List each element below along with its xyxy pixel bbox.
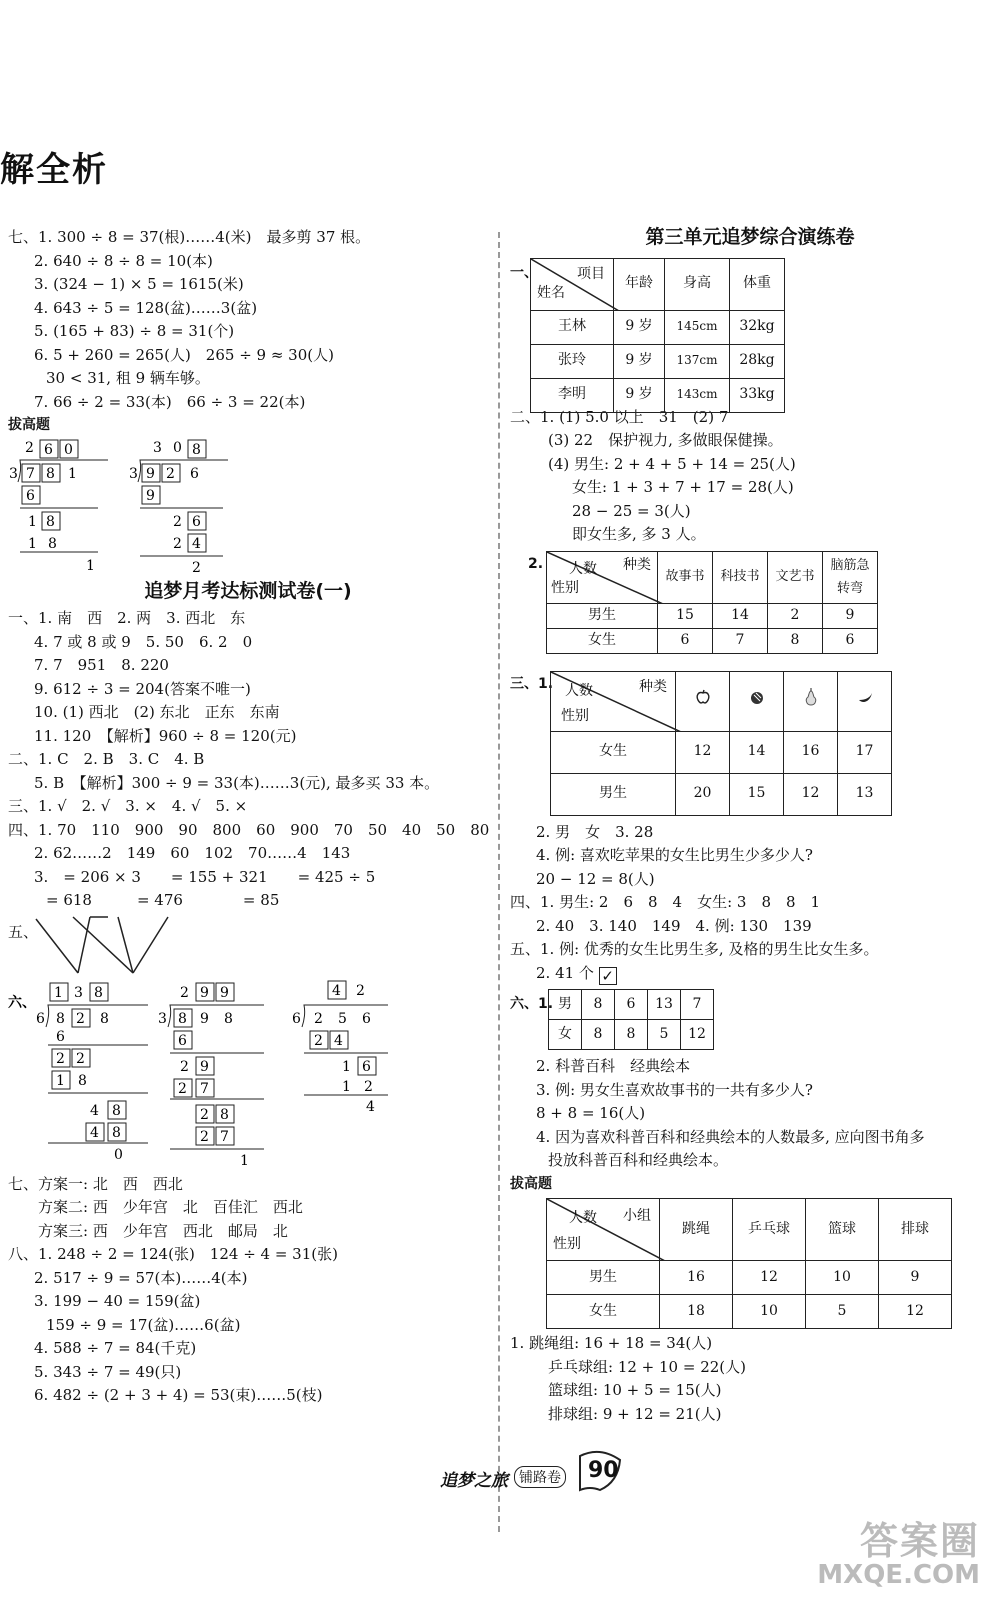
table-cell: 12 bbox=[733, 1261, 806, 1295]
table-cell: 6 bbox=[823, 628, 878, 653]
column-header: 脑筋急转弯 bbox=[823, 551, 878, 603]
svg-text:2: 2 bbox=[364, 1078, 373, 1095]
pear-icon bbox=[784, 671, 838, 731]
answer-line: (3) 22 保护视力, 多做眼保健操。 bbox=[548, 431, 783, 449]
svg-text:8: 8 bbox=[100, 1010, 109, 1027]
answer-line: 5. (165 + 83) ÷ 8 = 31(个) bbox=[34, 322, 235, 340]
svg-text:4: 4 bbox=[90, 1124, 99, 1141]
svg-text:7: 7 bbox=[26, 465, 35, 482]
table-cell: 女 bbox=[549, 1020, 582, 1050]
table-cell: 16 bbox=[660, 1261, 733, 1295]
svg-text:2: 2 bbox=[166, 465, 175, 482]
svg-text:6: 6 bbox=[178, 1032, 187, 1049]
column-divider bbox=[498, 232, 500, 1532]
header-label: 项目 bbox=[577, 265, 605, 282]
answer-line: 7. 7 951 8. 220 bbox=[34, 656, 169, 674]
diagonal-header-cell bbox=[547, 1199, 660, 1261]
header-label: 人数 bbox=[569, 1210, 597, 1226]
svg-text:4: 4 bbox=[334, 1032, 343, 1049]
section-label: 2. bbox=[528, 555, 544, 572]
section-label: 六、1. bbox=[510, 996, 554, 1012]
answer-line: 4. 7 或 8 或 9 5. 50 6. 2 0 bbox=[34, 632, 253, 651]
column-header: 体重 bbox=[730, 258, 785, 310]
table-cell: 7 bbox=[681, 990, 714, 1020]
svg-text:3: 3 bbox=[153, 439, 162, 456]
table-2 bbox=[546, 551, 878, 654]
table-cell: 17 bbox=[838, 731, 892, 773]
table-cell: 143cm bbox=[665, 378, 730, 412]
table-cell: 32kg bbox=[730, 310, 785, 344]
svg-text:8: 8 bbox=[48, 535, 57, 552]
column-header: 跳绳 bbox=[660, 1199, 733, 1261]
answer-line: 方案二: 西 少年宫 北 百佳汇 西北 bbox=[38, 1198, 303, 1216]
diagonal-header-cell bbox=[551, 671, 676, 731]
header-label: 种类 bbox=[623, 556, 651, 573]
answer-line: 2. 517 ÷ 9 = 57(本)……4(本) bbox=[34, 1268, 248, 1287]
column-header: 篮球 bbox=[806, 1199, 879, 1261]
left-column bbox=[8, 226, 488, 1408]
table-cell: 15 bbox=[658, 603, 713, 628]
answer-line: 3. = 206 × 3 = 155 + 321 = 425 ÷ 5 bbox=[34, 867, 376, 886]
svg-text:8: 8 bbox=[56, 1010, 65, 1027]
svg-text:2: 2 bbox=[178, 1080, 187, 1097]
answer-line: 4. 例: 喜欢吃苹果的女生比男生少多少人? bbox=[536, 846, 813, 864]
answer-line: 6. 5 + 260 = 265(人) 265 ÷ 9 ≈ 30(人) bbox=[34, 345, 334, 364]
page-number: 90 bbox=[588, 1458, 619, 1483]
column-header: 身高 bbox=[665, 258, 730, 310]
svg-text:2: 2 bbox=[200, 1106, 209, 1123]
answer-line: 篮球组: 10 + 5 = 15(人) bbox=[548, 1381, 722, 1399]
svg-text:0: 0 bbox=[173, 439, 182, 456]
svg-text:9: 9 bbox=[146, 465, 155, 482]
watermark bbox=[817, 1500, 990, 1600]
svg-text:8: 8 bbox=[192, 441, 201, 458]
table-cell: 女生 bbox=[547, 1295, 660, 1329]
answer-line: 女生: 1 + 3 + 7 + 17 = 28(人) bbox=[572, 478, 794, 496]
answer-line: 4. 643 ÷ 5 = 128(盆)……3(盆) bbox=[34, 298, 258, 317]
svg-text:6: 6 bbox=[362, 1010, 371, 1027]
answer-line: 2. 62……2 149 60 102 70……4 143 bbox=[34, 844, 351, 862]
svg-text:6: 6 bbox=[56, 1028, 65, 1045]
table-cell: 137cm bbox=[665, 344, 730, 378]
table-cell: 13 bbox=[838, 773, 892, 815]
section-title: 第三单元追梦综合演练卷 bbox=[645, 226, 855, 248]
table-cell: 9 岁 bbox=[614, 344, 665, 378]
long-division-3 bbox=[36, 983, 148, 1163]
svg-text:2: 2 bbox=[76, 1050, 85, 1067]
svg-text:6: 6 bbox=[292, 1010, 301, 1027]
table-cell: 28kg bbox=[730, 344, 785, 378]
svg-text:4: 4 bbox=[90, 1102, 99, 1119]
table-cell: 14 bbox=[730, 731, 784, 773]
answer-line: 7. 66 ÷ 2 = 33(本) 66 ÷ 3 = 22(本) bbox=[34, 392, 306, 411]
table-cell: 5 bbox=[648, 1020, 681, 1050]
svg-text:4: 4 bbox=[332, 982, 341, 999]
header-label: 姓名 bbox=[537, 285, 565, 301]
header-label: 人数 bbox=[569, 560, 597, 577]
table-cell: 7 bbox=[713, 628, 768, 653]
svg-text:8: 8 bbox=[46, 513, 55, 530]
watermark-logo: 答案圈 bbox=[859, 1519, 980, 1563]
svg-text:8: 8 bbox=[78, 1072, 87, 1089]
svg-text:2: 2 bbox=[314, 1010, 323, 1027]
column-header: 乒乓球 bbox=[733, 1199, 806, 1261]
table-cell: 王林 bbox=[531, 310, 614, 344]
svg-text:9: 9 bbox=[200, 1058, 209, 1075]
answer-line: 3. 199 − 40 = 159(盆) bbox=[34, 1292, 201, 1310]
column-header: 故事书 bbox=[658, 551, 713, 603]
answer-line: 2. 640 ÷ 8 ÷ 8 = 10(本) bbox=[34, 251, 213, 270]
answer-line: 2. 男 女 3. 28 bbox=[536, 822, 654, 841]
header-label: 性别 bbox=[553, 1235, 581, 1252]
svg-text:3: 3 bbox=[9, 465, 18, 482]
answer-line: 四、1. 男生: 2 6 8 4 女生: 3 8 8 1 bbox=[510, 893, 821, 911]
table-6 bbox=[548, 989, 714, 1050]
answer-line: 三、1. √ 2. √ 3. × 4. √ 5. × bbox=[8, 797, 248, 815]
header-label: 性别 bbox=[561, 708, 589, 724]
table-cell: 女生 bbox=[547, 628, 658, 653]
svg-text:7: 7 bbox=[220, 1128, 229, 1145]
column-header: 文艺书 bbox=[768, 551, 823, 603]
table-cell: 李明 bbox=[531, 378, 614, 412]
svg-text:2: 2 bbox=[314, 1032, 323, 1049]
svg-text:2: 2 bbox=[200, 1128, 209, 1145]
svg-text:6: 6 bbox=[44, 441, 53, 458]
long-division-1 bbox=[9, 440, 108, 574]
answer-line: 乒乓球组: 12 + 10 = 22(人) bbox=[548, 1357, 746, 1376]
svg-text:8: 8 bbox=[94, 984, 103, 1001]
table-cell: 20 bbox=[676, 773, 730, 815]
table-cell: 18 bbox=[660, 1295, 733, 1329]
page-header-title: 解全析 bbox=[0, 150, 108, 190]
svg-text:1: 1 bbox=[342, 1078, 351, 1095]
table-cell: 12 bbox=[681, 1020, 714, 1050]
header-label: 人数 bbox=[565, 682, 593, 699]
table-1 bbox=[530, 258, 785, 413]
svg-text:1: 1 bbox=[86, 557, 95, 574]
table-cell: 6 bbox=[615, 990, 648, 1020]
answer-line: 4. 因为喜欢科普百科和经典绘本的人数最多, 应向图书角多 bbox=[536, 1127, 925, 1146]
svg-text:5: 5 bbox=[338, 1010, 347, 1027]
table-cell: 12 bbox=[879, 1295, 952, 1329]
long-division-2 bbox=[129, 440, 228, 574]
table-cell: 张玲 bbox=[531, 344, 614, 378]
svg-text:8: 8 bbox=[224, 1010, 233, 1027]
table-cell: 15 bbox=[730, 773, 784, 815]
diagonal-header-cell bbox=[531, 258, 614, 310]
table-cell: 145cm bbox=[665, 310, 730, 344]
table-6-block bbox=[510, 989, 990, 1055]
table-3-block bbox=[510, 671, 990, 821]
answer-line: 5. 343 ÷ 7 = 49(只) bbox=[34, 1362, 182, 1381]
table-cell: 男 bbox=[549, 990, 582, 1020]
answer-line: 28 − 25 = 3(人) bbox=[572, 501, 691, 520]
answer-line: 11. 120 【解析】960 ÷ 8 = 120(元) bbox=[34, 726, 297, 745]
answer-line: 159 ÷ 9 = 17(盆)……6(盆) bbox=[46, 1315, 241, 1334]
long-division-svg bbox=[8, 438, 308, 574]
table-cell: 9 岁 bbox=[614, 378, 665, 412]
answer-line: 2. 40 3. 140 149 4. 例: 130 139 bbox=[536, 916, 812, 935]
svg-text:3: 3 bbox=[129, 465, 138, 482]
svg-text:6: 6 bbox=[362, 1058, 371, 1075]
footer-brand bbox=[440, 1446, 640, 1498]
answer-line: 投放科普百科和经典绘本。 bbox=[548, 1151, 729, 1169]
answer-line: 八、1. 248 ÷ 2 = 124(张) 124 ÷ 4 = 31(张) bbox=[8, 1245, 338, 1263]
matching-figure bbox=[8, 913, 488, 977]
banana-icon bbox=[838, 671, 892, 731]
svg-text:2: 2 bbox=[192, 559, 201, 574]
table-cell: 女生 bbox=[551, 731, 676, 773]
svg-text:1: 1 bbox=[28, 535, 37, 552]
svg-text:1: 1 bbox=[56, 1072, 65, 1089]
table-cell: 6 bbox=[658, 628, 713, 653]
answer-line: = 618 = 476 = 85 bbox=[46, 891, 280, 909]
table-7 bbox=[546, 1198, 952, 1329]
svg-text:6: 6 bbox=[190, 465, 199, 482]
answer-line: 3. (324 − 1) × 5 = 1615(米) bbox=[34, 275, 244, 293]
table-cell: 2 bbox=[768, 603, 823, 628]
answer-line: 4. 588 ÷ 7 = 84(千克) bbox=[34, 1339, 197, 1357]
svg-text:3: 3 bbox=[74, 984, 83, 1001]
answer-line bbox=[510, 962, 990, 986]
svg-text:9: 9 bbox=[146, 487, 155, 504]
header-label: 性别 bbox=[551, 580, 579, 596]
svg-text:9: 9 bbox=[220, 984, 229, 1001]
table-cell: 男生 bbox=[547, 603, 658, 628]
table-7-block bbox=[510, 1198, 990, 1332]
svg-text:2: 2 bbox=[356, 982, 365, 999]
long-division-triple bbox=[8, 977, 488, 1173]
section-label: 拔高题 bbox=[8, 417, 50, 433]
svg-text:2: 2 bbox=[173, 513, 182, 530]
table-cell: 10 bbox=[733, 1295, 806, 1329]
section-label: 拔高题 bbox=[510, 1175, 552, 1192]
table-cell: 10 bbox=[806, 1261, 879, 1295]
svg-text:3: 3 bbox=[158, 1010, 167, 1027]
svg-text:6: 6 bbox=[36, 1010, 45, 1027]
answer-line: 四、1. 70 110 900 90 800 60 900 70 50 40 50 80 bbox=[8, 820, 490, 839]
watermelon-icon bbox=[730, 671, 784, 731]
svg-text:6: 6 bbox=[192, 513, 201, 530]
checkmark-box-icon: ✓ bbox=[599, 967, 617, 985]
answer-line: 1. 跳绳组: 16 + 18 = 34(人) bbox=[510, 1334, 713, 1352]
svg-text:8: 8 bbox=[112, 1102, 121, 1119]
svg-text:1: 1 bbox=[54, 984, 63, 1001]
svg-text:4: 4 bbox=[192, 535, 201, 552]
answer-line: 五、1. 例: 优秀的女生比男生多, 及格的男生比女生多。 bbox=[510, 940, 879, 958]
section-label: 五、 bbox=[8, 922, 39, 941]
section-title: 追梦月考达标测试卷(一) bbox=[144, 579, 352, 602]
svg-text:1: 1 bbox=[342, 1058, 351, 1075]
answer-line: 30 < 31, 租 9 辆车够。 bbox=[46, 369, 210, 387]
svg-text:2: 2 bbox=[56, 1050, 65, 1067]
column-header: 年龄 bbox=[614, 258, 665, 310]
table-cell: 12 bbox=[784, 773, 838, 815]
answer-line: 8 + 8 = 16(人) bbox=[536, 1104, 646, 1122]
table-cell: 男生 bbox=[547, 1261, 660, 1295]
apple-icon bbox=[676, 671, 730, 731]
quotient-digit: 2 bbox=[25, 439, 34, 456]
answer-line: 3. 例: 男女生喜欢故事书的一共有多少人? bbox=[536, 1080, 813, 1099]
table-cell: 9 bbox=[823, 603, 878, 628]
answer-line: 二、1. C 2. B 3. C 4. B bbox=[8, 750, 205, 768]
answer-line: 方案三: 西 少年宫 西北 邮局 北 bbox=[38, 1221, 288, 1240]
long-division-4 bbox=[158, 983, 264, 1169]
header-label: 种类 bbox=[639, 678, 667, 695]
long-division-5 bbox=[292, 981, 388, 1115]
table-cell: 5 bbox=[806, 1295, 879, 1329]
answer-line: 即女生多, 多 3 人。 bbox=[572, 525, 706, 543]
answer-line: 七、方案一: 北 西 西北 bbox=[8, 1174, 183, 1193]
table-cell: 9 岁 bbox=[614, 310, 665, 344]
svg-text:1: 1 bbox=[28, 513, 37, 530]
table-cell: 16 bbox=[784, 731, 838, 773]
table-cell: 8 bbox=[615, 1020, 648, 1050]
table-cell: 13 bbox=[648, 990, 681, 1020]
table-cell: 12 bbox=[676, 731, 730, 773]
table-2-block bbox=[510, 551, 990, 663]
svg-text:0: 0 bbox=[114, 1146, 123, 1163]
svg-text:9: 9 bbox=[200, 984, 209, 1001]
column-header: 排球 bbox=[879, 1199, 952, 1261]
svg-text:1: 1 bbox=[68, 465, 77, 482]
svg-text:2: 2 bbox=[180, 984, 189, 1001]
answer-line: (4) 男生: 2 + 4 + 5 + 14 = 25(人) bbox=[548, 454, 796, 473]
brand-sub: 铺路卷 bbox=[514, 1466, 566, 1488]
svg-text:六、: 六、 bbox=[8, 994, 36, 1011]
svg-text:8: 8 bbox=[46, 465, 55, 482]
column-header: 科技书 bbox=[713, 551, 768, 603]
answer-line: 一、1. 南 西 2. 两 3. 西北 东 bbox=[8, 609, 246, 627]
long-division-svg bbox=[8, 977, 478, 1173]
table-cell: 14 bbox=[713, 603, 768, 628]
svg-text:8: 8 bbox=[112, 1124, 121, 1141]
svg-text:2: 2 bbox=[180, 1058, 189, 1075]
answer-line: 二、1. (1) 5.0 以上 31 (2) 7 bbox=[510, 407, 729, 426]
diagonal-header-cell bbox=[547, 551, 658, 603]
right-column bbox=[510, 226, 990, 1426]
table-3 bbox=[550, 671, 892, 816]
answer-line: 排球组: 9 + 12 = 21(人) bbox=[548, 1404, 722, 1423]
watermark-url: MXQE.COM bbox=[817, 1560, 980, 1590]
answer-line: 七、1. 300 ÷ 8 = 37(根)……4(米) 最多剪 37 根。 bbox=[8, 228, 371, 246]
answer-line: 6. 482 ÷ (2 + 3 + 4) = 53(束)……5(枝) bbox=[34, 1386, 323, 1404]
table-cell: 8 bbox=[768, 628, 823, 653]
svg-text:2: 2 bbox=[173, 535, 182, 552]
svg-text:8: 8 bbox=[220, 1106, 229, 1123]
section-label: 一、 bbox=[510, 264, 538, 281]
svg-text:9: 9 bbox=[200, 1010, 209, 1027]
long-division-pair bbox=[8, 438, 488, 574]
table-1-block bbox=[510, 254, 990, 406]
svg-text:0: 0 bbox=[64, 441, 73, 458]
answer-line: 2. 科普百科 经典绘本 bbox=[536, 1057, 691, 1075]
svg-text:2: 2 bbox=[76, 1010, 85, 1027]
brand-name: 追梦之旅 bbox=[440, 1471, 508, 1491]
answer-line: 9. 612 ÷ 3 = 204(答案不唯一) bbox=[34, 679, 251, 698]
svg-text:4: 4 bbox=[366, 1098, 375, 1115]
matching-lines-svg bbox=[8, 913, 208, 977]
svg-text:1: 1 bbox=[240, 1152, 249, 1169]
table-cell: 8 bbox=[582, 1020, 615, 1050]
header-label: 小组 bbox=[623, 1208, 651, 1224]
answer-line: 20 − 12 = 8(人) bbox=[536, 869, 655, 888]
table-cell: 33kg bbox=[730, 378, 785, 412]
table-cell: 8 bbox=[582, 990, 615, 1020]
answer-line: 5. B 【解析】300 ÷ 9 = 33(本)……3(元), 最多买 33 本。 bbox=[34, 773, 440, 792]
svg-text:8: 8 bbox=[178, 1010, 187, 1027]
answer-text: 2. 41 个 bbox=[536, 963, 594, 982]
table-cell: 9 bbox=[879, 1261, 952, 1295]
svg-text:6: 6 bbox=[26, 487, 35, 504]
svg-text:7: 7 bbox=[200, 1080, 209, 1097]
answer-line: 10. (1) 西北 (2) 东北 正东 东南 bbox=[34, 703, 280, 721]
table-cell: 男生 bbox=[551, 773, 676, 815]
section-label: 三、1. bbox=[510, 675, 554, 692]
